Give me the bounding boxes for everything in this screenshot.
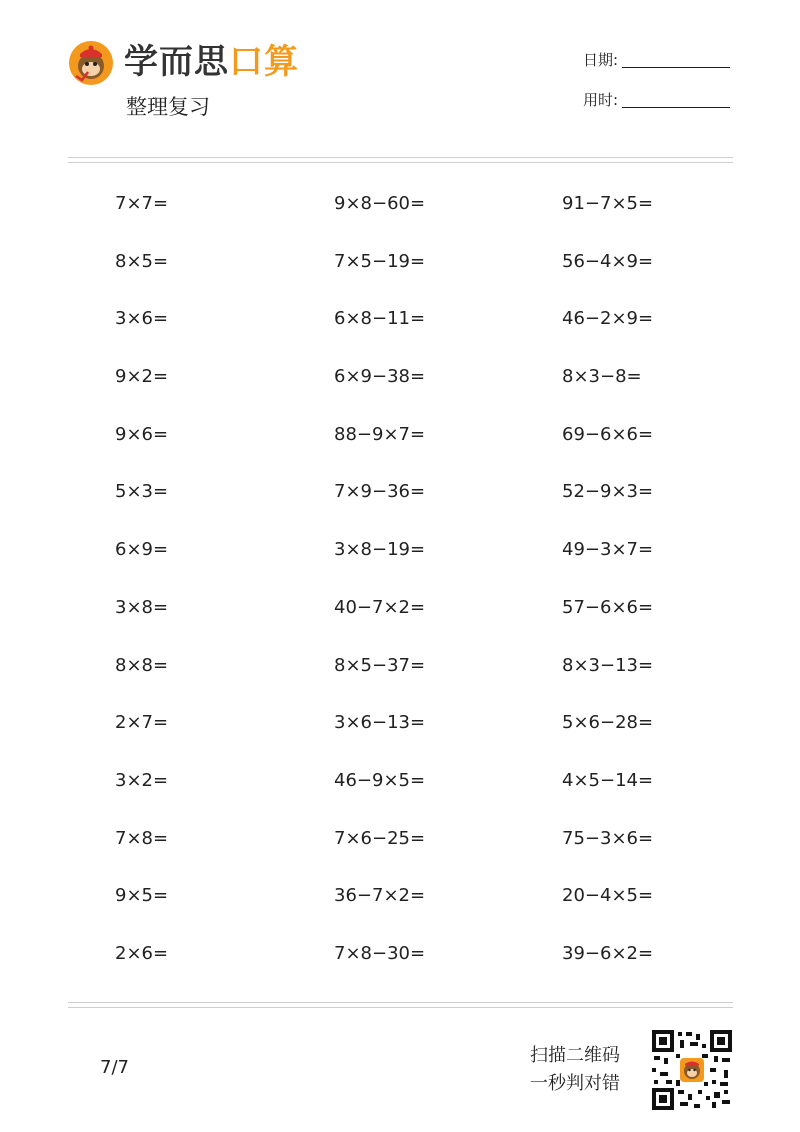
problem: 7×7= [115, 193, 169, 214]
problem-row [0, 234, 800, 292]
problem-row [0, 349, 800, 407]
problem-grid [0, 176, 800, 984]
date-blank[interactable] [622, 67, 730, 68]
problem: 9×8−60= [334, 193, 426, 214]
problem: 49−3×7= [562, 539, 654, 561]
problem: 46−9×5= [334, 769, 426, 791]
time-label: 用时: [583, 91, 619, 109]
problem: 3×8−19= [334, 539, 426, 561]
problem: 3×6= [115, 308, 169, 330]
date-field [583, 50, 730, 70]
problem-row [0, 522, 800, 580]
problem-row [0, 753, 800, 811]
problem: 3×8= [115, 596, 169, 618]
bottom-divider [68, 1002, 733, 1003]
problem: 40−7×2= [334, 596, 426, 618]
problem: 7×5−19= [334, 250, 426, 272]
scan-line-2: 一秒判对错 [530, 1073, 620, 1094]
brand-highlight: 口算 [229, 42, 299, 82]
problem: 57−6×6= [562, 596, 654, 618]
problem-row [0, 926, 800, 984]
problem: 2×7= [115, 712, 169, 734]
problem: 46−2×9= [562, 308, 654, 330]
problem-row [0, 695, 800, 753]
problem: 6×9= [115, 539, 169, 561]
problem-row [0, 638, 800, 696]
problem: 56−4×9= [562, 250, 654, 272]
problem: 7×8= [115, 827, 169, 849]
problem: 52−9×3= [562, 481, 654, 503]
qr-code-icon[interactable] [652, 1030, 732, 1110]
brand-title [124, 40, 299, 84]
top-divider [68, 157, 733, 158]
problem-row [0, 580, 800, 638]
scan-line-1: 扫描二维码 [530, 1045, 620, 1066]
problem: 6×8−11= [334, 308, 426, 330]
problem: 3×2= [115, 769, 169, 791]
problem: 7×6−25= [334, 827, 426, 849]
problem-row [0, 811, 800, 869]
problem: 9×6= [115, 423, 169, 445]
time-blank[interactable] [622, 107, 730, 108]
problem-row [0, 868, 800, 926]
problem: 7×8−30= [334, 942, 426, 964]
problem: 3×6−13= [334, 712, 426, 734]
problem: 8×3−8= [562, 366, 642, 388]
date-label: 日期: [583, 51, 619, 69]
problem: 5×3= [115, 481, 169, 503]
problem: 7×9−36= [334, 481, 426, 503]
problem-row [0, 176, 800, 234]
problem: 8×3−13= [562, 654, 654, 676]
top-divider-inner [68, 162, 733, 163]
problem: 75−3×6= [562, 827, 654, 849]
problem: 91−7×5= [562, 193, 654, 214]
problem-row [0, 407, 800, 465]
problem: 5×6−28= [562, 712, 654, 734]
problem: 4×5−14= [562, 769, 654, 791]
problem: 2×6= [115, 942, 169, 964]
problem: 20−4×5= [562, 885, 654, 907]
time-field [583, 90, 730, 110]
problem: 8×5= [115, 250, 169, 272]
monkey-mascot-icon [68, 40, 114, 86]
problem-row [0, 464, 800, 522]
scan-instructions [530, 1042, 620, 1098]
page-number: 7/7 [100, 1057, 129, 1078]
bottom-divider-inner [68, 1007, 733, 1008]
problem: 8×5−37= [334, 654, 426, 676]
problem: 88−9×7= [334, 423, 426, 445]
problem-row [0, 291, 800, 349]
problem: 6×9−38= [334, 366, 426, 388]
brand-name: 学而思 [124, 42, 229, 82]
problem: 36−7×2= [334, 885, 426, 907]
worksheet-subtitle: 整理复习 [126, 95, 210, 119]
problem: 69−6×6= [562, 423, 654, 445]
problem: 9×2= [115, 366, 169, 388]
problem: 9×5= [115, 885, 169, 907]
problem: 39−6×2= [562, 942, 654, 964]
problem: 8×8= [115, 654, 169, 676]
worksheet-header [0, 0, 800, 160]
